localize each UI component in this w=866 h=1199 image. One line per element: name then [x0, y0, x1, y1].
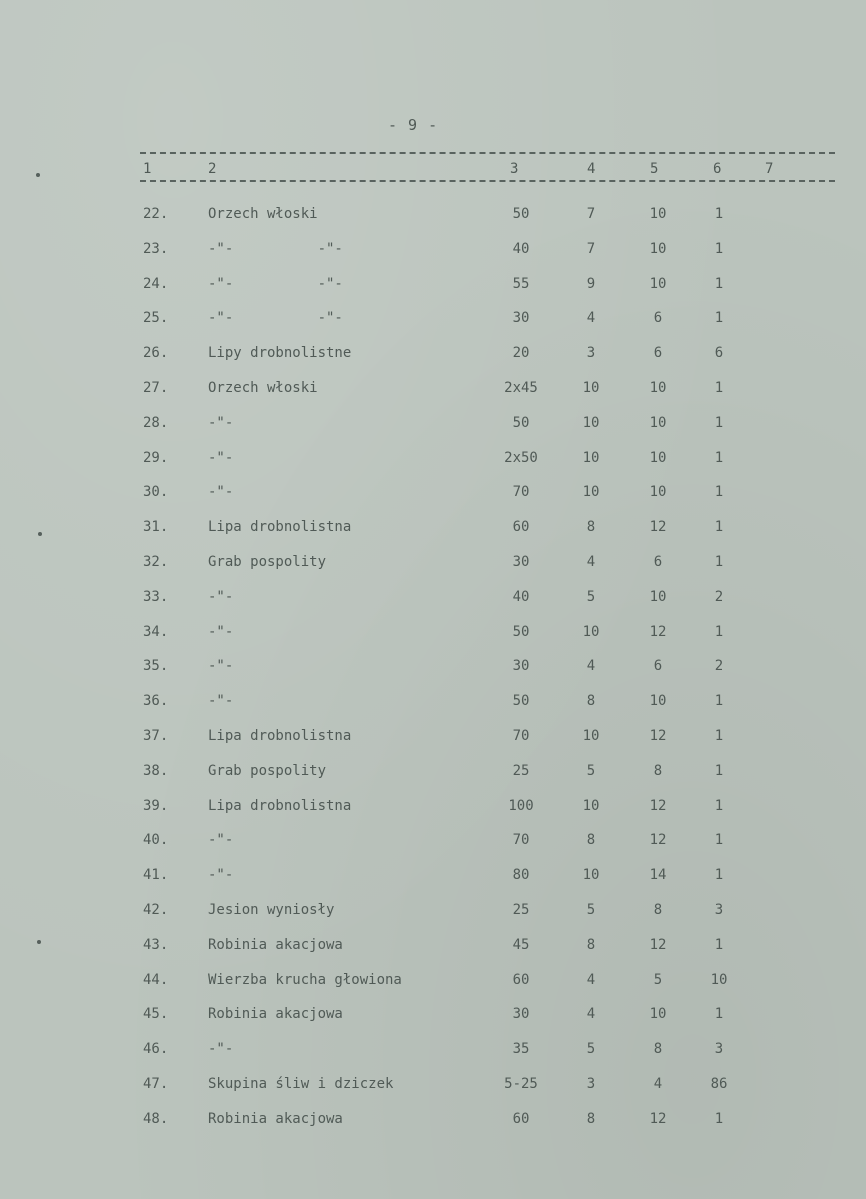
- column-header-7: 7: [765, 161, 774, 177]
- column-4-value: 7: [586, 206, 596, 222]
- tree-name: Lipa drobnolistna: [208, 728, 352, 744]
- column-6-value: 1: [714, 276, 724, 292]
- column-3-value: 50: [512, 415, 530, 431]
- column-5-value: 6: [653, 554, 663, 570]
- column-5-value: 6: [653, 658, 663, 674]
- tree-name: Orzech włoski: [208, 380, 318, 396]
- column-3-value: 50: [512, 206, 530, 222]
- table-row: [0, 585, 866, 609]
- tree-name: -"-: [208, 624, 234, 640]
- table-row: [0, 480, 866, 504]
- row-number: 38.: [143, 763, 169, 779]
- column-4-value: 8: [586, 519, 596, 535]
- column-6-value: 3: [714, 1041, 724, 1057]
- tree-name: -"-: [208, 450, 234, 466]
- column-4-value: 3: [586, 345, 596, 361]
- dashed-rule-top: [140, 152, 835, 154]
- column-5-value: 10: [649, 241, 667, 257]
- column-4-value: 4: [586, 310, 596, 326]
- column-6-value: 1: [714, 1111, 724, 1127]
- column-3-value: 60: [512, 972, 530, 988]
- column-6-value: 1: [714, 241, 724, 257]
- column-3-value: 2x45: [504, 380, 538, 396]
- column-6-value: 1: [714, 310, 724, 326]
- column-6-value: 1: [714, 763, 724, 779]
- row-number: 22.: [143, 206, 169, 222]
- tree-name: Lipy drobnolistne: [208, 345, 352, 361]
- row-number: 43.: [143, 937, 169, 953]
- column-6-value: 1: [714, 519, 724, 535]
- row-number: 29.: [143, 450, 169, 466]
- tree-name: Grab pospolity: [208, 763, 327, 779]
- column-6-value: 1: [714, 937, 724, 953]
- column-4-value: 10: [582, 450, 600, 466]
- column-6-value: 1: [714, 728, 724, 744]
- column-3-value: 55: [512, 276, 530, 292]
- row-number: 39.: [143, 798, 169, 814]
- tree-name: -"-: [208, 658, 234, 674]
- column-4-value: 4: [586, 658, 596, 674]
- column-4-value: 9: [586, 276, 596, 292]
- row-number: 30.: [143, 484, 169, 500]
- column-3-value: 70: [512, 832, 530, 848]
- row-number: 32.: [143, 554, 169, 570]
- table-row: [0, 828, 866, 852]
- column-4-value: 4: [586, 972, 596, 988]
- column-3-value: 30: [512, 1006, 530, 1022]
- column-6-value: 1: [714, 415, 724, 431]
- table-row: [0, 689, 866, 713]
- table-row: [0, 272, 866, 296]
- column-5-value: 8: [653, 763, 663, 779]
- column-5-value: 10: [649, 380, 667, 396]
- table-row: [0, 620, 866, 644]
- tree-name: Robinia akacjowa: [208, 1111, 343, 1127]
- table-row: [0, 237, 866, 261]
- row-number: 47.: [143, 1076, 169, 1092]
- column-4-value: 10: [582, 415, 600, 431]
- row-number: 36.: [143, 693, 169, 709]
- column-6-value: 1: [714, 554, 724, 570]
- column-3-value: 45: [512, 937, 530, 953]
- column-5-value: 10: [649, 276, 667, 292]
- column-header-6: 6: [713, 161, 722, 177]
- tree-name: Lipa drobnolistna: [208, 519, 352, 535]
- column-3-value: 50: [512, 624, 530, 640]
- column-6-value: 3: [714, 902, 724, 918]
- column-4-value: 5: [586, 589, 596, 605]
- column-6-value: 1: [714, 867, 724, 883]
- column-6-value: 1: [714, 832, 724, 848]
- tree-name: Grab pospolity: [208, 554, 327, 570]
- tree-name: -"-: [208, 1041, 234, 1057]
- column-6-value: 6: [714, 345, 724, 361]
- column-4-value: 4: [586, 554, 596, 570]
- column-6-value: 1: [714, 798, 724, 814]
- row-number: 24.: [143, 276, 169, 292]
- column-4-value: 8: [586, 1111, 596, 1127]
- column-5-value: 10: [649, 693, 667, 709]
- margin-speck: [37, 940, 41, 944]
- column-3-value: 2x50: [504, 450, 538, 466]
- row-number: 23.: [143, 241, 169, 257]
- column-3-value: 30: [512, 554, 530, 570]
- row-number: 35.: [143, 658, 169, 674]
- column-5-value: 10: [649, 589, 667, 605]
- margin-speck: [36, 173, 40, 177]
- table-row: [0, 933, 866, 957]
- tree-name: -"-: [208, 832, 234, 848]
- table-row: [0, 898, 866, 922]
- row-number: 33.: [143, 589, 169, 605]
- table-row: [0, 794, 866, 818]
- column-6-value: 1: [714, 206, 724, 222]
- table-row: [0, 759, 866, 783]
- tree-name: -"- -"-: [208, 276, 343, 292]
- column-3-value: 30: [512, 310, 530, 326]
- column-header-1: 1: [143, 161, 152, 177]
- tree-name: Lipa drobnolistna: [208, 798, 352, 814]
- column-4-value: 10: [582, 484, 600, 500]
- column-4-value: 10: [582, 867, 600, 883]
- row-number: 44.: [143, 972, 169, 988]
- table-row: [0, 515, 866, 539]
- column-6-value: 1: [714, 484, 724, 500]
- column-4-value: 5: [586, 902, 596, 918]
- column-5-value: 14: [649, 867, 667, 883]
- column-header-3: 3: [510, 161, 519, 177]
- column-3-value: 5-25: [504, 1076, 538, 1092]
- column-4-value: 10: [582, 728, 600, 744]
- column-4-value: 10: [582, 624, 600, 640]
- column-header-4: 4: [587, 161, 596, 177]
- column-4-value: 10: [582, 380, 600, 396]
- column-3-value: 30: [512, 658, 530, 674]
- column-6-value: 1: [714, 1006, 724, 1022]
- table-row: [0, 1002, 866, 1026]
- table-row: [0, 550, 866, 574]
- column-4-value: 3: [586, 1076, 596, 1092]
- tree-name: -"- -"-: [208, 241, 343, 257]
- row-number: 45.: [143, 1006, 169, 1022]
- column-4-value: 5: [586, 1041, 596, 1057]
- column-5-value: 4: [653, 1076, 663, 1092]
- row-number: 31.: [143, 519, 169, 535]
- table-row: [0, 306, 866, 330]
- column-header-2: 2: [208, 161, 217, 177]
- table-row: [0, 863, 866, 887]
- column-3-value: 20: [512, 345, 530, 361]
- tree-name: -"-: [208, 867, 234, 883]
- margin-speck: [38, 532, 42, 536]
- column-4-value: 8: [586, 832, 596, 848]
- column-4-value: 7: [586, 241, 596, 257]
- column-5-value: 12: [649, 624, 667, 640]
- column-4-value: 10: [582, 798, 600, 814]
- dashed-rule-bottom: [140, 180, 835, 182]
- row-number: 41.: [143, 867, 169, 883]
- row-number: 42.: [143, 902, 169, 918]
- column-5-value: 12: [649, 519, 667, 535]
- tree-name: -"-: [208, 484, 234, 500]
- table-row: [0, 202, 866, 226]
- tree-name: -"- -"-: [208, 310, 343, 326]
- tree-name: Jesion wyniosły: [208, 902, 335, 918]
- column-5-value: 12: [649, 798, 667, 814]
- column-6-value: 2: [714, 658, 724, 674]
- tree-name: Robinia akacjowa: [208, 937, 343, 953]
- column-3-value: 80: [512, 867, 530, 883]
- tree-name: -"-: [208, 589, 234, 605]
- row-number: 48.: [143, 1111, 169, 1127]
- row-number: 40.: [143, 832, 169, 848]
- row-number: 25.: [143, 310, 169, 326]
- column-3-value: 25: [512, 902, 530, 918]
- tree-name: Robinia akacjowa: [208, 1006, 343, 1022]
- page-number: - 9 -: [388, 116, 439, 134]
- column-3-value: 60: [512, 1111, 530, 1127]
- column-6-value: 1: [714, 380, 724, 396]
- column-6-value: 2: [714, 589, 724, 605]
- tree-name: Orzech włoski: [208, 206, 318, 222]
- tree-name: -"-: [208, 415, 234, 431]
- column-5-value: 5: [653, 972, 663, 988]
- table-row: [0, 968, 866, 992]
- table-row: [0, 376, 866, 400]
- table-row: [0, 1037, 866, 1061]
- row-number: 28.: [143, 415, 169, 431]
- column-header-5: 5: [650, 161, 659, 177]
- column-6-value: 10: [710, 972, 728, 988]
- tree-name: Skupina śliw i dziczek: [208, 1076, 394, 1092]
- column-6-value: 1: [714, 624, 724, 640]
- tree-name: -"-: [208, 693, 234, 709]
- column-6-value: 1: [714, 450, 724, 466]
- column-5-value: 12: [649, 1111, 667, 1127]
- column-6-value: 86: [710, 1076, 728, 1092]
- table-row: [0, 654, 866, 678]
- column-5-value: 10: [649, 206, 667, 222]
- table-row: [0, 411, 866, 435]
- column-4-value: 8: [586, 937, 596, 953]
- row-number: 37.: [143, 728, 169, 744]
- column-4-value: 8: [586, 693, 596, 709]
- column-3-value: 25: [512, 763, 530, 779]
- column-5-value: 8: [653, 902, 663, 918]
- column-6-value: 1: [714, 693, 724, 709]
- column-5-value: 10: [649, 450, 667, 466]
- column-5-value: 8: [653, 1041, 663, 1057]
- column-5-value: 10: [649, 484, 667, 500]
- column-5-value: 12: [649, 728, 667, 744]
- column-3-value: 60: [512, 519, 530, 535]
- table-row: [0, 341, 866, 365]
- column-5-value: 10: [649, 415, 667, 431]
- column-3-value: 100: [508, 798, 534, 814]
- row-number: 46.: [143, 1041, 169, 1057]
- column-5-value: 12: [649, 937, 667, 953]
- column-3-value: 40: [512, 589, 530, 605]
- table-row: [0, 1072, 866, 1096]
- tree-name: Wierzba krucha głowiona: [208, 972, 402, 988]
- column-4-value: 4: [586, 1006, 596, 1022]
- column-5-value: 6: [653, 310, 663, 326]
- column-4-value: 5: [586, 763, 596, 779]
- table-row: [0, 1107, 866, 1131]
- row-number: 34.: [143, 624, 169, 640]
- table-row: [0, 724, 866, 748]
- column-3-value: 70: [512, 728, 530, 744]
- row-number: 26.: [143, 345, 169, 361]
- column-5-value: 12: [649, 832, 667, 848]
- table-row: [0, 446, 866, 470]
- row-number: 27.: [143, 380, 169, 396]
- column-3-value: 50: [512, 693, 530, 709]
- column-3-value: 35: [512, 1041, 530, 1057]
- column-5-value: 10: [649, 1006, 667, 1022]
- column-5-value: 6: [653, 345, 663, 361]
- column-3-value: 40: [512, 241, 530, 257]
- column-3-value: 70: [512, 484, 530, 500]
